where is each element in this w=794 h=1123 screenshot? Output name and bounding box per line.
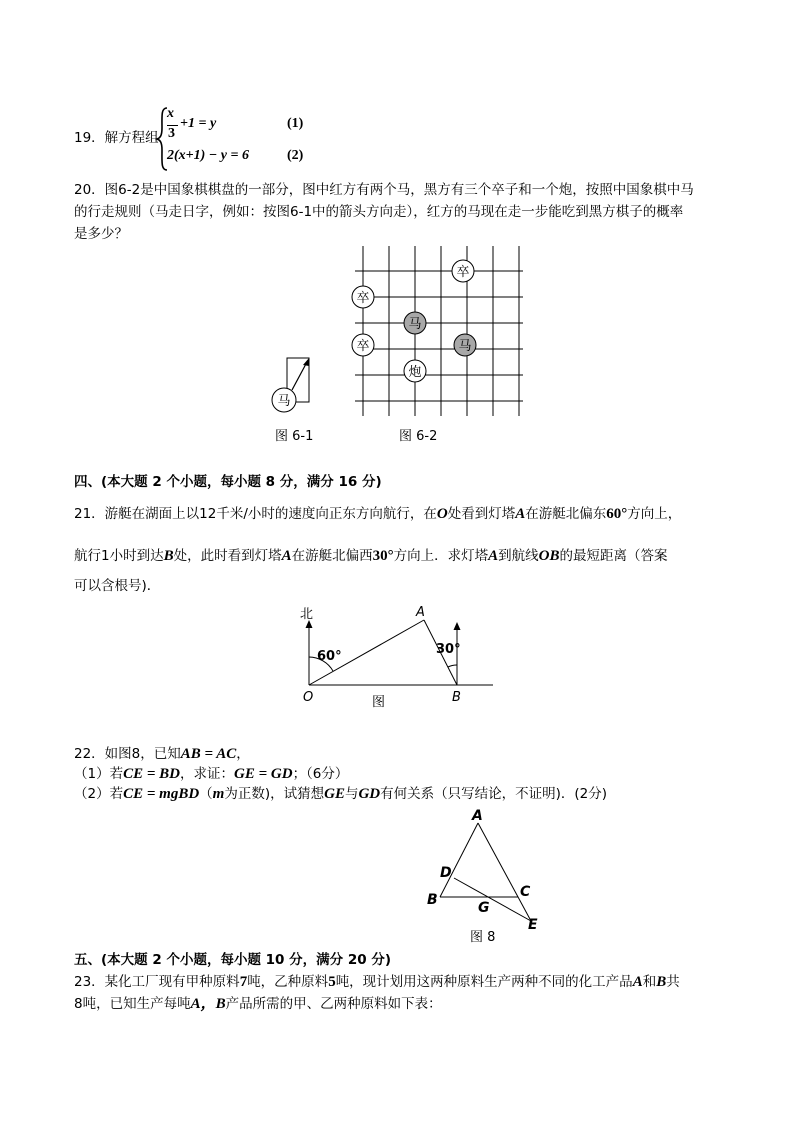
- q21-angle-left: 60°: [317, 649, 342, 664]
- fig6-1-arrow: [292, 362, 307, 390]
- q22-l3-text-a: （2）若: [74, 786, 124, 802]
- q23-l1-text-e: 共: [666, 974, 680, 990]
- q20-line1: 20．图6-2是中国象棋棋盘的一部分，图中红方有两个马，黑方有三个卒子和一个炮，按照中国象棋中马: [74, 182, 694, 198]
- q23-l2-products: A，B: [190, 996, 226, 1012]
- q22-label-A: A: [472, 808, 483, 824]
- fig6-1: [268, 355, 318, 415]
- piece-ma-center: [404, 312, 426, 334]
- q23-l1-text-b: 吨，乙种原料: [247, 974, 329, 990]
- q22-l3-text-d: 与: [344, 786, 359, 802]
- q21-l2-text-e: 到航线: [498, 548, 539, 564]
- q22-line1: [74, 744, 250, 764]
- piece-zu-left-top-label: 卒: [356, 291, 370, 306]
- q21-label-O: O: [303, 690, 314, 705]
- q19-frac-num: x: [167, 106, 174, 121]
- q21-l2-text-b: 处，此时看到灯塔: [173, 548, 282, 564]
- q21-fig-caption: 图: [372, 695, 386, 710]
- q21-angle-right: 30°: [436, 642, 461, 657]
- q19-frac-den: 3: [168, 126, 175, 141]
- q21-figure: [290, 600, 500, 715]
- fig6-1-arrowhead: [303, 358, 309, 366]
- piece-pao-label: 炮: [408, 365, 422, 380]
- piece-zu-top-label: 卒: [456, 265, 470, 280]
- q22-l1-text-a: 22．如图8，已知: [74, 746, 181, 762]
- q22-side-AB: [440, 823, 478, 897]
- q21-l2-point-B: B: [163, 548, 174, 564]
- piece-zu-left-top: [352, 286, 374, 308]
- q22-l3-text-c: 为正数)，试猜想: [224, 786, 325, 802]
- q21-l2-text-d: 方向上．求灯塔: [393, 548, 489, 564]
- piece-zu-left-mid-label: 卒: [356, 339, 370, 354]
- q21-l2-angle: 30°: [372, 548, 394, 564]
- q21-north-arrowhead-B: [454, 622, 461, 630]
- q19-eq1-rest: +1 = y: [180, 116, 217, 131]
- q19-eq2-tag: (2): [287, 148, 304, 163]
- q23-l1-text-d: 和: [642, 974, 657, 990]
- q22-figure: [418, 805, 558, 945]
- fig6-1-ma-piece: 马: [277, 394, 291, 409]
- q21-label-B: B: [452, 690, 461, 705]
- q23-l1-text-c: 吨，现计划用这两种原料生产两种不同的化工产品: [335, 974, 633, 990]
- q22-l3-GD: GD: [358, 786, 381, 802]
- fig6-2-board: [345, 244, 525, 422]
- q21-l1-point-O: O: [436, 506, 448, 522]
- q23-l2-text-b: 产品所需的甲、乙两种原料如下表：: [225, 996, 442, 1012]
- q22-label-E: E: [528, 917, 538, 933]
- q22-l3-GE: GE: [324, 786, 345, 802]
- q20-line3: 是多少？: [74, 226, 128, 242]
- q21-l1-angle: 60°: [606, 506, 628, 522]
- q22-line2: [74, 764, 348, 784]
- q22-l3-m: m: [212, 786, 225, 802]
- q19-label: 19．解方程组: [74, 130, 159, 146]
- q22-l1-text-b: ，: [236, 746, 250, 762]
- q22-l2-eq2: GE = GD: [234, 766, 293, 782]
- q22-line3: [74, 784, 607, 804]
- q23-l1-product-B: B: [656, 974, 667, 990]
- q20-line2: 的行走规则（马走日字，例如：按图6-1中的箭头方向走），红方的马现在走一步能吃到黑方棋子的概率: [74, 204, 684, 220]
- q21-l1-text-a: 21．游艇在湖面上以12千米/小时的速度向正东方向航行，在: [74, 506, 437, 522]
- q19-eq2: 2(x+1) − y = 6: [167, 148, 249, 163]
- section4-heading: 四、(本大题 2 个小题，每小题 8 分，满分 16 分): [74, 474, 382, 490]
- q23-l1-text-a: 23．某化工厂现有甲种原料: [74, 974, 240, 990]
- q22-label-D: D: [440, 865, 452, 881]
- q21-l2-text-f: 的最短距离（答案: [559, 548, 668, 564]
- q22-label-B: B: [427, 892, 438, 908]
- piece-ma-right: [454, 334, 476, 356]
- q23-line2: [74, 994, 442, 1014]
- q22-l3-text-e: 有何关系（只写结论，不证明)．(2分): [380, 786, 608, 802]
- q21-l1-point-A: A: [515, 506, 526, 522]
- q22-l2-text-a: （1）若: [74, 766, 124, 782]
- q21-l2-text-a: 航行1小时到达: [74, 548, 164, 564]
- piece-zu-top: [452, 260, 474, 282]
- q23-line1: [74, 972, 680, 992]
- q23-l1-num-7: 7: [239, 974, 248, 990]
- q22-label-C: C: [520, 884, 531, 900]
- q23-l2-text-a: 8吨，已知生产每吨: [74, 996, 191, 1012]
- q21-line1: [74, 504, 681, 524]
- q21-l2-point-A: A: [281, 548, 292, 564]
- q21-l1-text-b: 处看到灯塔: [447, 506, 516, 522]
- q23-l1-product-A: A: [632, 974, 643, 990]
- q22-l2-text-b: ，求证：: [180, 766, 234, 782]
- q22-label-G: G: [478, 900, 490, 916]
- q21-label-A: A: [416, 605, 425, 620]
- q21-label-north: 北: [300, 607, 314, 622]
- q22-l3-eq: CE = mgBD: [123, 786, 200, 802]
- q21-line3: 可以含根号)．: [74, 578, 161, 594]
- piece-zu-left-mid: [352, 334, 374, 356]
- piece-pao: [404, 360, 426, 382]
- piece-ma-right-label: 马: [458, 339, 472, 354]
- fig6-1-caption: 图 6-1: [275, 429, 314, 444]
- q21-angle-arc-B: [448, 665, 457, 667]
- piece-ma-center-label: 马: [408, 317, 422, 332]
- fig6-2-caption: 图 6-2: [399, 429, 438, 444]
- q23-l1-num-5: 5: [328, 974, 336, 990]
- q21-l1-text-d: 方向上，: [627, 506, 682, 522]
- q21-line2: [74, 546, 667, 566]
- q22-l1-eq: AB = AC: [180, 746, 237, 762]
- q22-l2-text-c: ；（6分）: [292, 766, 349, 782]
- q21-l2-text-c: 在游艇北偏西: [291, 548, 373, 564]
- q22-fig-caption: 图 8: [470, 930, 496, 945]
- q22-l3-text-b: （: [199, 786, 213, 802]
- q21-l2-point-A2: A: [488, 548, 499, 564]
- q21-l1-text-c: 在游艇北偏东: [525, 506, 607, 522]
- q22-l2-eq1: CE = BD: [123, 766, 180, 782]
- q21-l2-line-OB: OB: [538, 548, 560, 564]
- q19-eq1-tag: (1): [287, 116, 304, 131]
- section5-heading: 五、(本大题 2 个小题，每小题 10 分，满分 20 分): [74, 952, 392, 968]
